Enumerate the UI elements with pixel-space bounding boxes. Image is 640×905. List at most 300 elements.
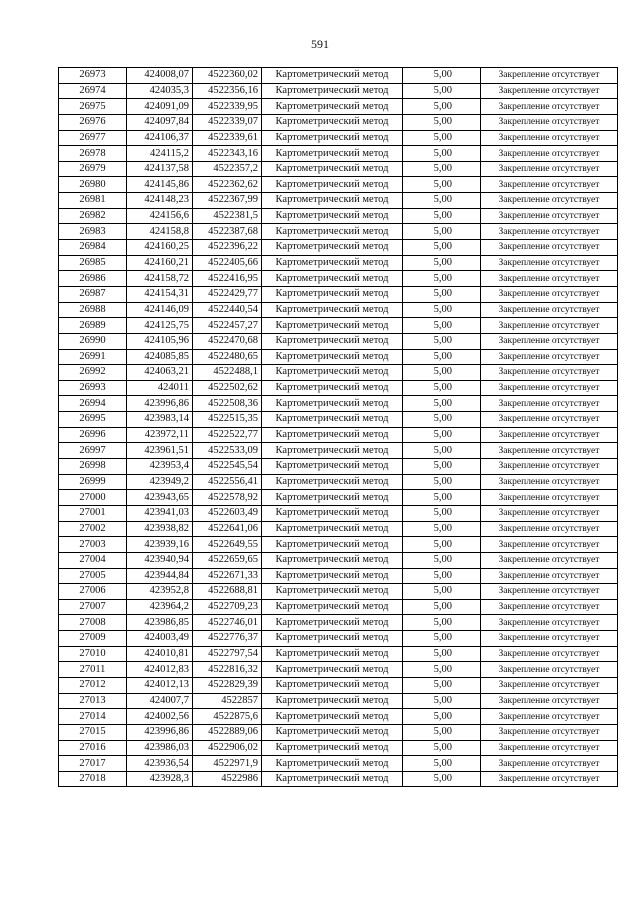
accuracy-cell: 5,00	[403, 99, 481, 115]
accuracy-cell: 5,00	[403, 521, 481, 537]
fixing-description-cell: Закрепление отсутствует	[481, 380, 618, 396]
y-coordinate-cell: 4522522,77	[193, 427, 262, 443]
fixing-description-cell: Закрепление отсутствует	[481, 521, 618, 537]
x-coordinate-cell: 424137,58	[127, 161, 193, 177]
fixing-description-cell: Закрепление отсутствует	[481, 631, 618, 647]
x-coordinate-cell: 424156,6	[127, 208, 193, 224]
y-coordinate-cell: 4522649,55	[193, 537, 262, 553]
method-cell: Картометрический метод	[262, 677, 403, 693]
method-cell: Картометрический метод	[262, 130, 403, 146]
table-row	[59, 505, 618, 521]
method-cell: Картометрический метод	[262, 271, 403, 287]
point-number-cell: 27012	[59, 677, 127, 693]
x-coordinate-cell: 424105,96	[127, 333, 193, 349]
method-cell: Картометрический метод	[262, 99, 403, 115]
x-coordinate-cell: 423986,85	[127, 615, 193, 631]
x-coordinate-cell: 424160,21	[127, 255, 193, 271]
x-coordinate-cell: 423943,65	[127, 490, 193, 506]
fixing-description-cell: Закрепление отсутствует	[481, 599, 618, 615]
x-coordinate-cell: 423986,03	[127, 740, 193, 756]
method-cell: Картометрический метод	[262, 474, 403, 490]
coordinates-table-body	[59, 68, 618, 787]
method-cell: Картометрический метод	[262, 114, 403, 130]
accuracy-cell: 5,00	[403, 552, 481, 568]
accuracy-cell: 5,00	[403, 161, 481, 177]
table-row	[59, 474, 618, 490]
x-coordinate-cell: 424125,75	[127, 318, 193, 334]
y-coordinate-cell: 4522339,95	[193, 99, 262, 115]
method-cell: Картометрический метод	[262, 333, 403, 349]
table-row	[59, 412, 618, 428]
x-coordinate-cell: 424063,21	[127, 365, 193, 381]
point-number-cell: 27016	[59, 740, 127, 756]
y-coordinate-cell: 4522746,01	[193, 615, 262, 631]
method-cell: Картометрический метод	[262, 224, 403, 240]
table-row	[59, 255, 618, 271]
x-coordinate-cell: 423961,51	[127, 443, 193, 459]
table-row	[59, 740, 618, 756]
x-coordinate-cell: 424012,13	[127, 677, 193, 693]
point-number-cell: 27000	[59, 490, 127, 506]
table-row	[59, 677, 618, 693]
y-coordinate-cell: 4522367,99	[193, 193, 262, 209]
method-cell: Картометрический метод	[262, 662, 403, 678]
accuracy-cell: 5,00	[403, 568, 481, 584]
table-row	[59, 709, 618, 725]
method-cell: Картометрический метод	[262, 193, 403, 209]
method-cell: Картометрический метод	[262, 584, 403, 600]
y-coordinate-cell: 4522797,54	[193, 646, 262, 662]
accuracy-cell: 5,00	[403, 599, 481, 615]
x-coordinate-cell: 424003,49	[127, 631, 193, 647]
method-cell: Картометрический метод	[262, 709, 403, 725]
fixing-description-cell: Закрепление отсутствует	[481, 240, 618, 256]
point-number-cell: 26994	[59, 396, 127, 412]
fixing-description-cell: Закрепление отсутствует	[481, 177, 618, 193]
point-number-cell: 26999	[59, 474, 127, 490]
table-row	[59, 380, 618, 396]
fixing-description-cell: Закрепление отсутствует	[481, 552, 618, 568]
point-number-cell: 27013	[59, 693, 127, 709]
table-row	[59, 193, 618, 209]
y-coordinate-cell: 4522545,54	[193, 459, 262, 475]
y-coordinate-cell: 4522971,9	[193, 756, 262, 772]
fixing-description-cell: Закрепление отсутствует	[481, 584, 618, 600]
fixing-description-cell: Закрепление отсутствует	[481, 490, 618, 506]
y-coordinate-cell: 4522776,37	[193, 631, 262, 647]
x-coordinate-cell: 423996,86	[127, 396, 193, 412]
y-coordinate-cell: 4522339,07	[193, 114, 262, 130]
point-number-cell: 27005	[59, 568, 127, 584]
accuracy-cell: 5,00	[403, 380, 481, 396]
x-coordinate-cell: 423940,94	[127, 552, 193, 568]
method-cell: Картометрический метод	[262, 396, 403, 412]
point-number-cell: 27006	[59, 584, 127, 600]
table-row	[59, 68, 618, 84]
method-cell: Картометрический метод	[262, 599, 403, 615]
table-row	[59, 396, 618, 412]
accuracy-cell: 5,00	[403, 490, 481, 506]
x-coordinate-cell: 424146,09	[127, 302, 193, 318]
y-coordinate-cell: 4522578,92	[193, 490, 262, 506]
fixing-description-cell: Закрепление отсутствует	[481, 396, 618, 412]
point-number-cell: 26988	[59, 302, 127, 318]
x-coordinate-cell: 423996,86	[127, 724, 193, 740]
fixing-description-cell: Закрепление отсутствует	[481, 114, 618, 130]
method-cell: Картометрический метод	[262, 208, 403, 224]
point-number-cell: 27009	[59, 631, 127, 647]
x-coordinate-cell: 424115,2	[127, 146, 193, 162]
table-row	[59, 693, 618, 709]
accuracy-cell: 5,00	[403, 459, 481, 475]
method-cell: Картометрический метод	[262, 255, 403, 271]
table-row	[59, 286, 618, 302]
accuracy-cell: 5,00	[403, 349, 481, 365]
point-number-cell: 27011	[59, 662, 127, 678]
point-number-cell: 26981	[59, 193, 127, 209]
y-coordinate-cell: 4522360,02	[193, 68, 262, 84]
accuracy-cell: 5,00	[403, 271, 481, 287]
page-number: 591	[311, 37, 329, 51]
accuracy-cell: 5,00	[403, 740, 481, 756]
point-number-cell: 27010	[59, 646, 127, 662]
fixing-description-cell: Закрепление отсутствует	[481, 302, 618, 318]
point-number-cell: 27018	[59, 771, 127, 787]
fixing-description-cell: Закрепление отсутствует	[481, 365, 618, 381]
table-row	[59, 99, 618, 115]
table-row	[59, 318, 618, 334]
y-coordinate-cell: 4522387,68	[193, 224, 262, 240]
accuracy-cell: 5,00	[403, 427, 481, 443]
accuracy-cell: 5,00	[403, 365, 481, 381]
method-cell: Картометрический метод	[262, 537, 403, 553]
point-number-cell: 26973	[59, 68, 127, 84]
x-coordinate-cell: 424012,83	[127, 662, 193, 678]
point-number-cell: 26984	[59, 240, 127, 256]
method-cell: Картометрический метод	[262, 615, 403, 631]
accuracy-cell: 5,00	[403, 771, 481, 787]
accuracy-cell: 5,00	[403, 302, 481, 318]
fixing-description-cell: Закрепление отсутствует	[481, 333, 618, 349]
y-coordinate-cell: 4522339,61	[193, 130, 262, 146]
fixing-description-cell: Закрепление отсутствует	[481, 193, 618, 209]
table-row	[59, 552, 618, 568]
method-cell: Картометрический метод	[262, 427, 403, 443]
table-row	[59, 302, 618, 318]
accuracy-cell: 5,00	[403, 177, 481, 193]
x-coordinate-cell: 423953,4	[127, 459, 193, 475]
x-coordinate-cell: 424158,72	[127, 271, 193, 287]
fixing-description-cell: Закрепление отсутствует	[481, 568, 618, 584]
table-row	[59, 365, 618, 381]
accuracy-cell: 5,00	[403, 412, 481, 428]
point-number-cell: 26986	[59, 271, 127, 287]
accuracy-cell: 5,00	[403, 68, 481, 84]
x-coordinate-cell: 423983,14	[127, 412, 193, 428]
accuracy-cell: 5,00	[403, 255, 481, 271]
point-number-cell: 26978	[59, 146, 127, 162]
x-coordinate-cell: 423944,84	[127, 568, 193, 584]
y-coordinate-cell: 4522457,27	[193, 318, 262, 334]
x-coordinate-cell: 424085,85	[127, 349, 193, 365]
fixing-description-cell: Закрепление отсутствует	[481, 771, 618, 787]
fixing-description-cell: Закрепление отсутствует	[481, 255, 618, 271]
point-number-cell: 26992	[59, 365, 127, 381]
method-cell: Картометрический метод	[262, 302, 403, 318]
table-row	[59, 443, 618, 459]
fixing-description-cell: Закрепление отсутствует	[481, 224, 618, 240]
fixing-description-cell: Закрепление отсутствует	[481, 740, 618, 756]
fixing-description-cell: Закрепление отсутствует	[481, 615, 618, 631]
table-row	[59, 146, 618, 162]
table-row	[59, 130, 618, 146]
x-coordinate-cell: 424148,23	[127, 193, 193, 209]
method-cell: Картометрический метод	[262, 365, 403, 381]
method-cell: Картометрический метод	[262, 505, 403, 521]
fixing-description-cell: Закрепление отсутствует	[481, 130, 618, 146]
fixing-description-cell: Закрепление отсутствует	[481, 318, 618, 334]
method-cell: Картометрический метод	[262, 286, 403, 302]
y-coordinate-cell: 4522533,09	[193, 443, 262, 459]
x-coordinate-cell: 423972,11	[127, 427, 193, 443]
point-number-cell: 26979	[59, 161, 127, 177]
accuracy-cell: 5,00	[403, 677, 481, 693]
fixing-description-cell: Закрепление отсутствует	[481, 83, 618, 99]
y-coordinate-cell: 4522688,81	[193, 584, 262, 600]
point-number-cell: 26983	[59, 224, 127, 240]
table-row	[59, 208, 618, 224]
method-cell: Картометрический метод	[262, 83, 403, 99]
accuracy-cell: 5,00	[403, 756, 481, 772]
table-row	[59, 427, 618, 443]
y-coordinate-cell: 4522829,39	[193, 677, 262, 693]
accuracy-cell: 5,00	[403, 146, 481, 162]
y-coordinate-cell: 4522556,41	[193, 474, 262, 490]
point-number-cell: 26993	[59, 380, 127, 396]
method-cell: Картометрический метод	[262, 490, 403, 506]
x-coordinate-cell: 424158,8	[127, 224, 193, 240]
point-number-cell: 27002	[59, 521, 127, 537]
accuracy-cell: 5,00	[403, 724, 481, 740]
method-cell: Картометрический метод	[262, 693, 403, 709]
y-coordinate-cell: 4522357,2	[193, 161, 262, 177]
table-row	[59, 537, 618, 553]
accuracy-cell: 5,00	[403, 114, 481, 130]
fixing-description-cell: Закрепление отсутствует	[481, 146, 618, 162]
table-row	[59, 83, 618, 99]
table-row	[59, 584, 618, 600]
x-coordinate-cell: 424154,31	[127, 286, 193, 302]
method-cell: Картометрический метод	[262, 443, 403, 459]
accuracy-cell: 5,00	[403, 224, 481, 240]
point-number-cell: 26995	[59, 412, 127, 428]
x-coordinate-cell: 423964,2	[127, 599, 193, 615]
method-cell: Картометрический метод	[262, 771, 403, 787]
accuracy-cell: 5,00	[403, 318, 481, 334]
accuracy-cell: 5,00	[403, 584, 481, 600]
method-cell: Картометрический метод	[262, 318, 403, 334]
x-coordinate-cell: 423938,82	[127, 521, 193, 537]
y-coordinate-cell: 4522816,32	[193, 662, 262, 678]
point-number-cell: 26975	[59, 99, 127, 115]
x-coordinate-cell: 424002,56	[127, 709, 193, 725]
point-number-cell: 27014	[59, 709, 127, 725]
point-number-cell: 26990	[59, 333, 127, 349]
accuracy-cell: 5,00	[403, 646, 481, 662]
x-coordinate-cell: 423928,3	[127, 771, 193, 787]
method-cell: Картометрический метод	[262, 552, 403, 568]
fixing-description-cell: Закрепление отсутствует	[481, 443, 618, 459]
method-cell: Картометрический метод	[262, 177, 403, 193]
x-coordinate-cell: 424145,86	[127, 177, 193, 193]
y-coordinate-cell: 4522515,35	[193, 412, 262, 428]
fixing-description-cell: Закрепление отсутствует	[481, 724, 618, 740]
x-coordinate-cell: 424035,3	[127, 83, 193, 99]
y-coordinate-cell: 4522986	[193, 771, 262, 787]
accuracy-cell: 5,00	[403, 474, 481, 490]
fixing-description-cell: Закрепление отсутствует	[481, 412, 618, 428]
y-coordinate-cell: 4522857	[193, 693, 262, 709]
accuracy-cell: 5,00	[403, 130, 481, 146]
fixing-description-cell: Закрепление отсутствует	[481, 427, 618, 443]
point-number-cell: 26991	[59, 349, 127, 365]
accuracy-cell: 5,00	[403, 240, 481, 256]
y-coordinate-cell: 4522480,65	[193, 349, 262, 365]
accuracy-cell: 5,00	[403, 396, 481, 412]
point-number-cell: 27001	[59, 505, 127, 521]
fixing-description-cell: Закрепление отсутствует	[481, 161, 618, 177]
y-coordinate-cell: 4522889,06	[193, 724, 262, 740]
y-coordinate-cell: 4522659,65	[193, 552, 262, 568]
fixing-description-cell: Закрепление отсутствует	[481, 646, 618, 662]
method-cell: Картометрический метод	[262, 756, 403, 772]
fixing-description-cell: Закрепление отсутствует	[481, 505, 618, 521]
accuracy-cell: 5,00	[403, 83, 481, 99]
method-cell: Картометрический метод	[262, 631, 403, 647]
method-cell: Картометрический метод	[262, 740, 403, 756]
fixing-description-cell: Закрепление отсутствует	[481, 677, 618, 693]
table-row	[59, 177, 618, 193]
x-coordinate-cell: 424007,7	[127, 693, 193, 709]
table-row	[59, 646, 618, 662]
accuracy-cell: 5,00	[403, 709, 481, 725]
y-coordinate-cell: 4522470,68	[193, 333, 262, 349]
table-row	[59, 631, 618, 647]
table-row	[59, 349, 618, 365]
point-number-cell: 26977	[59, 130, 127, 146]
table-row	[59, 568, 618, 584]
x-coordinate-cell: 424106,37	[127, 130, 193, 146]
point-number-cell: 26998	[59, 459, 127, 475]
x-coordinate-cell: 424160,25	[127, 240, 193, 256]
table-row	[59, 333, 618, 349]
point-number-cell: 27015	[59, 724, 127, 740]
point-number-cell: 27008	[59, 615, 127, 631]
method-cell: Картометрический метод	[262, 349, 403, 365]
table-row	[59, 756, 618, 772]
fixing-description-cell: Закрепление отсутствует	[481, 208, 618, 224]
accuracy-cell: 5,00	[403, 631, 481, 647]
point-number-cell: 26997	[59, 443, 127, 459]
y-coordinate-cell: 4522416,95	[193, 271, 262, 287]
y-coordinate-cell: 4522875,6	[193, 709, 262, 725]
fixing-description-cell: Закрепление отсутствует	[481, 693, 618, 709]
x-coordinate-cell: 424097,84	[127, 114, 193, 130]
point-number-cell: 26989	[59, 318, 127, 334]
point-number-cell: 27004	[59, 552, 127, 568]
accuracy-cell: 5,00	[403, 693, 481, 709]
y-coordinate-cell: 4522396,22	[193, 240, 262, 256]
fixing-description-cell: Закрепление отсутствует	[481, 68, 618, 84]
method-cell: Картометрический метод	[262, 161, 403, 177]
table-row	[59, 240, 618, 256]
x-coordinate-cell: 423949,2	[127, 474, 193, 490]
accuracy-cell: 5,00	[403, 662, 481, 678]
fixing-description-cell: Закрепление отсутствует	[481, 99, 618, 115]
method-cell: Картометрический метод	[262, 724, 403, 740]
method-cell: Картометрический метод	[262, 521, 403, 537]
fixing-description-cell: Закрепление отсутствует	[481, 459, 618, 475]
y-coordinate-cell: 4522671,33	[193, 568, 262, 584]
accuracy-cell: 5,00	[403, 615, 481, 631]
method-cell: Картометрический метод	[262, 568, 403, 584]
point-number-cell: 27003	[59, 537, 127, 553]
point-number-cell: 26980	[59, 177, 127, 193]
fixing-description-cell: Закрепление отсутствует	[481, 286, 618, 302]
table-row	[59, 114, 618, 130]
accuracy-cell: 5,00	[403, 537, 481, 553]
table-row	[59, 521, 618, 537]
x-coordinate-cell: 424011	[127, 380, 193, 396]
y-coordinate-cell: 4522362,62	[193, 177, 262, 193]
table-row	[59, 224, 618, 240]
y-coordinate-cell: 4522709,23	[193, 599, 262, 615]
y-coordinate-cell: 4522603,49	[193, 505, 262, 521]
y-coordinate-cell: 4522641,06	[193, 521, 262, 537]
x-coordinate-cell: 423936,54	[127, 756, 193, 772]
x-coordinate-cell: 424008,07	[127, 68, 193, 84]
method-cell: Картометрический метод	[262, 380, 403, 396]
x-coordinate-cell: 424010,81	[127, 646, 193, 662]
fixing-description-cell: Закрепление отсутствует	[481, 349, 618, 365]
x-coordinate-cell: 423941,03	[127, 505, 193, 521]
point-number-cell: 26996	[59, 427, 127, 443]
y-coordinate-cell: 4522405,66	[193, 255, 262, 271]
accuracy-cell: 5,00	[403, 505, 481, 521]
fixing-description-cell: Закрепление отсутствует	[481, 709, 618, 725]
point-number-cell: 27007	[59, 599, 127, 615]
method-cell: Картометрический метод	[262, 412, 403, 428]
method-cell: Картометрический метод	[262, 459, 403, 475]
table-row	[59, 771, 618, 787]
table-row	[59, 271, 618, 287]
accuracy-cell: 5,00	[403, 443, 481, 459]
point-number-cell: 26982	[59, 208, 127, 224]
y-coordinate-cell: 4522343,16	[193, 146, 262, 162]
fixing-description-cell: Закрепление отсутствует	[481, 537, 618, 553]
y-coordinate-cell: 4522488,1	[193, 365, 262, 381]
coordinates-table	[58, 67, 618, 787]
method-cell: Картометрический метод	[262, 646, 403, 662]
y-coordinate-cell: 4522429,77	[193, 286, 262, 302]
method-cell: Картометрический метод	[262, 240, 403, 256]
table-row	[59, 161, 618, 177]
y-coordinate-cell: 4522906,02	[193, 740, 262, 756]
fixing-description-cell: Закрепление отсутствует	[481, 662, 618, 678]
y-coordinate-cell: 4522356,16	[193, 83, 262, 99]
point-number-cell: 26987	[59, 286, 127, 302]
method-cell: Картометрический метод	[262, 68, 403, 84]
